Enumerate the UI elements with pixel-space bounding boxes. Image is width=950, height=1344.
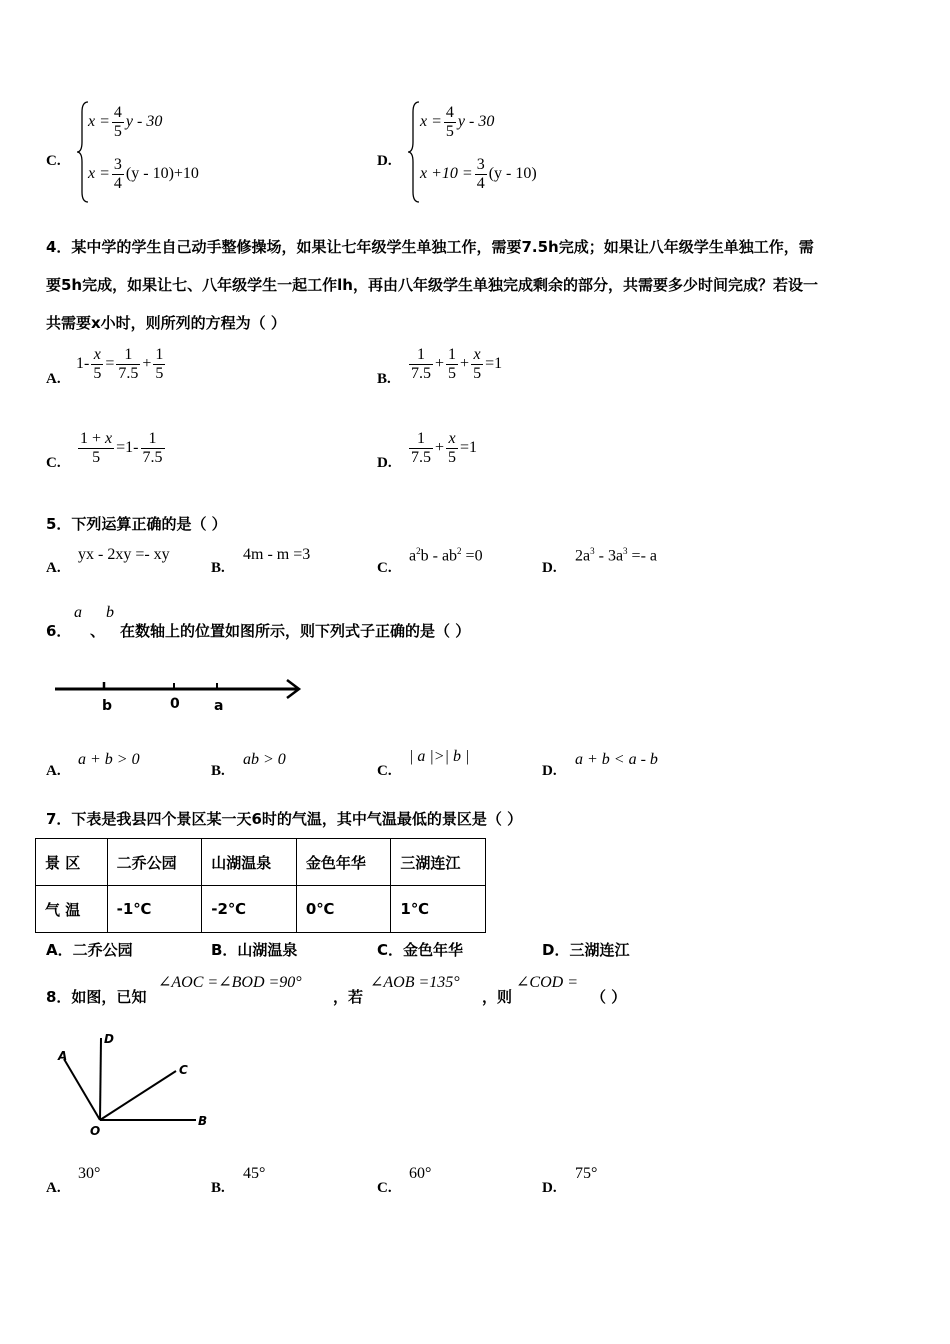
axis-label-b: b: [102, 698, 113, 714]
table-cell: 0℃: [296, 886, 391, 933]
q8-option-d-value: 75°: [575, 1165, 598, 1182]
q5-option-d-label: D.: [542, 560, 557, 576]
table-cell: 气 温: [36, 886, 108, 933]
q6-option-d-label: D.: [542, 763, 557, 779]
q6-option-b-expr: ab > 0: [243, 751, 286, 768]
q4-option-b-label: B.: [377, 371, 391, 387]
q5-option-b-expr: 4m - m =3: [243, 546, 311, 563]
q4-stem-line-3: 共需要x小时，则所列的方程为（ ）: [46, 314, 286, 332]
axis-label-zero: 0: [170, 696, 180, 712]
point-label-b: B: [198, 1114, 208, 1128]
q4-stem-line-1: 4．某中学的学生自己动手整修操场，如果让七年级学生单独工作，需要7.5h完成；如果让八年级学生单独工作，需: [46, 238, 814, 256]
q7-option-c: C．金色年华: [377, 941, 464, 959]
q7-option-b: B．山湖温泉: [211, 941, 298, 959]
q6-option-c-expr: | a |>| b |: [409, 748, 470, 765]
q8-option-a-label: A.: [46, 1180, 61, 1196]
q5-option-d-expr: $2a^3 - 3a^3 =- a$: [575, 546, 657, 565]
q4-option-a-expr: 1- $\frac{x}{5}$ = $\frac{1}{7.5}$ + $\frac{1}{5}$: [76, 346, 164, 382]
q4-option-b-expr: $\frac{1}{7.5}$ + $\frac{1}{5}$ + $\frac{x}{5}$ =1: [411, 346, 503, 382]
equation-2: x +10 = $\frac{3}{4}$ (y - 10): [420, 156, 537, 192]
q6-option-b-label: B.: [211, 763, 225, 779]
q8-option-a-value: 30°: [78, 1165, 101, 1182]
q4-option-c-expr: $\frac{1 + x}{5}$ =1- $\frac{1}{7.5}$: [80, 430, 163, 466]
q5-option-a-expr: yx - 2xy =- xy: [78, 546, 170, 563]
temperature-table: [35, 838, 486, 933]
q4-option-d-expr: $\frac{1}{7.5}$ + $\frac{x}{5}$ =1: [411, 430, 478, 466]
q5-stem: 5．下列运算正确的是（ ）: [46, 515, 227, 533]
q5-option-b-label: B.: [211, 560, 225, 576]
q8-option-c-label: C.: [377, 1180, 392, 1196]
q8-option-b-value: 45°: [243, 1165, 266, 1182]
equation-1: x = $\frac{4}{5}$ y - 30: [420, 104, 495, 140]
point-label-o: O: [90, 1124, 101, 1138]
table-row: [36, 839, 486, 886]
point-label-c: C: [179, 1063, 188, 1077]
point-label-d: D: [104, 1032, 114, 1046]
q6-option-a-label: A.: [46, 763, 61, 779]
table-cell: 山湖温泉: [202, 839, 297, 886]
table-cell: 金色年华: [296, 839, 391, 886]
point-label-a: A: [58, 1049, 68, 1063]
q6-option-a-expr: a + b > 0: [78, 751, 140, 768]
q5-option-a-label: A.: [46, 560, 61, 576]
q8-option-b-label: B.: [211, 1180, 225, 1196]
q4-option-c-label: C.: [46, 455, 61, 471]
equation-2: x = $\frac{3}{4}$ (y - 10)+10: [88, 156, 199, 192]
table-cell: 二乔公园: [107, 839, 202, 886]
q4-option-a-label: A.: [46, 371, 61, 387]
q4-option-d-label: D.: [377, 455, 392, 471]
q6-option-d-expr: a + b < a - b: [575, 751, 658, 768]
option-label: D.: [377, 153, 392, 169]
q7-stem: 7．下表是我县四个景区某一天6时的气温，其中气温最低的景区是（ ）: [46, 810, 523, 828]
option-label: C.: [46, 153, 61, 169]
q6-option-c-label: C.: [377, 763, 392, 779]
table-cell: 景 区: [36, 839, 108, 886]
q5-option-c-label: C.: [377, 560, 392, 576]
left-brace-icon: [407, 100, 421, 204]
table-row: [36, 886, 486, 933]
q8-option-c-value: 60°: [409, 1165, 432, 1182]
table-cell: 三湖连江: [391, 839, 486, 886]
number-line-figure: [50, 676, 310, 718]
table-cell: -2℃: [202, 886, 297, 933]
q8-stem: 8．如图，已知 ∠AOC =∠BOD =90° ，若 ∠AOB =135° ，则 ∠COD = （ ）: [46, 974, 627, 1006]
equation-1: x = $\frac{4}{5}$ y - 30: [88, 104, 163, 140]
table-cell: -1℃: [107, 886, 202, 933]
table-cell: 1℃: [391, 886, 486, 933]
q7-option-a: A．二乔公园: [46, 941, 133, 959]
angle-figure: [50, 1024, 220, 1142]
q5-option-c-expr: $a^2b - ab^2 =0$: [409, 546, 483, 565]
q7-option-d: D．三湖连江: [542, 941, 630, 959]
axis-label-a: a: [214, 698, 224, 714]
q4-stem-line-2: 要5h完成，如果让七、八年级学生一起工作lh，再由八年级学生单独完成剩余的部分，共需要多少时间完成？若设一: [46, 276, 818, 294]
q8-option-d-label: D.: [542, 1180, 557, 1196]
